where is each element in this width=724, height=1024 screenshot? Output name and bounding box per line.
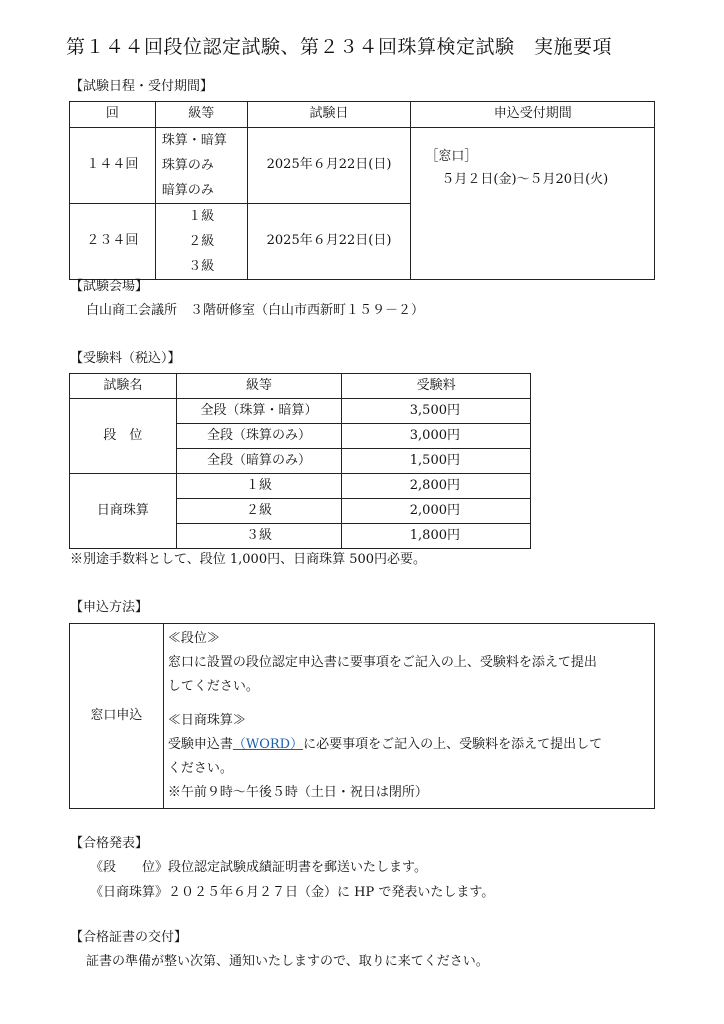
fees-header-exam: 試験名 <box>70 374 177 399</box>
fee-grade: １級 <box>176 474 342 499</box>
schedule-date: 2025年６月22日(日) <box>247 204 411 280</box>
application-heading: 【申込方法】 <box>70 600 149 615</box>
fees-table <box>69 373 531 549</box>
certificate-heading: 【合格証書の交付】 <box>70 930 188 945</box>
period-value: ５月２日(金)～５月20日(火) <box>441 171 609 187</box>
fee-amount: 1,500円 <box>342 449 531 474</box>
grade-line: 珠算・暗算 <box>161 133 227 148</box>
grade-line: 暗算のみ <box>161 183 214 198</box>
nissho-text-cont: ください。 <box>167 761 233 776</box>
certificate-text: 証書の準備が整い次第、通知いたしますので、取りに来てください。 <box>86 954 489 969</box>
fee-grade: 全段（珠算のみ） <box>176 424 342 449</box>
results-heading: 【合格発表】 <box>70 836 149 851</box>
fee-amount: 1,800円 <box>342 524 531 549</box>
grade-line: 珠算のみ <box>161 158 214 173</box>
nissho-text <box>168 733 654 757</box>
schedule-period <box>411 128 655 280</box>
grade-line: ２級 <box>188 234 215 249</box>
schedule-header-grade: 級等 <box>155 102 247 128</box>
schedule-header-period: 申込受付期間 <box>411 102 655 128</box>
venue-text: 白山商工会議所 ３階研修室（白山市西新町１５９－２） <box>86 303 425 318</box>
schedule-table <box>69 101 655 280</box>
application-table <box>69 623 655 809</box>
results-dan: 《段 位》段位認定試験成績証明書を郵送いたします。 <box>90 860 427 875</box>
fee-amount: 2,000円 <box>342 499 531 524</box>
dan-title: ≪段位≫ <box>167 631 220 646</box>
schedule-header-date: 試験日 <box>247 102 411 128</box>
dan-text-cont: してください。 <box>167 679 259 694</box>
nissho-title: ≪日商珠算≫ <box>167 713 246 728</box>
schedule-round: １４４回 <box>70 128 156 204</box>
fees-group-dan: 段 位 <box>70 399 177 474</box>
page-title: 第１４４回段位認定試験、第２３４回珠算検定試験 実施要項 <box>66 36 613 58</box>
fees-heading: 【受験料（税込）】 <box>70 351 181 366</box>
dan-text: 窓口に設置の段位認定申込書に要事項をご記入の上、受験料を添えて提出 <box>167 655 597 670</box>
schedule-grades <box>155 128 247 204</box>
fees-note: ※別途手数料として、段位 1,000円、日商珠算 500円必要。 <box>70 552 427 567</box>
schedule-heading: 【試験日程・受付期間】 <box>70 79 214 94</box>
table-row <box>70 128 655 204</box>
fees-header-grade: 級等 <box>176 374 342 399</box>
fees-group-nissho: 日商珠算 <box>70 474 177 549</box>
schedule-header-round: 回 <box>70 102 156 128</box>
schedule-grades <box>155 204 247 280</box>
application-method: 窓口申込 <box>70 624 164 809</box>
table-row <box>70 474 531 499</box>
word-download-link[interactable]: （WORD） <box>232 737 304 752</box>
schedule-round: ２３４回 <box>70 204 156 280</box>
office-hours: ※午前９時～午後５時（土日・祝日は閉所） <box>167 785 428 800</box>
table-row <box>70 399 531 424</box>
fees-header-fee: 受験料 <box>342 374 531 399</box>
application-details <box>163 624 654 809</box>
grade-line: １級 <box>188 209 215 224</box>
fee-grade: 全段（暗算のみ） <box>176 449 342 474</box>
venue-heading: 【試験会場】 <box>70 279 149 294</box>
grade-line: ３級 <box>188 259 215 274</box>
nissho-text-post: に必要事項をご記入の上、受験料を添えて提出して <box>303 737 603 752</box>
fee-amount: 3,500円 <box>342 399 531 424</box>
fee-amount: 2,800円 <box>342 474 531 499</box>
results-nissho: 《日商珠算》２０２５年６月２７日（金）に HP で発表いたします。 <box>90 885 495 900</box>
nissho-text-pre: 受験申込書 <box>167 737 233 752</box>
fee-grade: ３級 <box>176 524 342 549</box>
schedule-date: 2025年６月22日(日) <box>247 128 411 204</box>
fee-amount: 3,000円 <box>342 424 531 449</box>
period-label: ［窓口］ <box>425 149 478 164</box>
fee-grade: ２級 <box>176 499 342 524</box>
fee-grade: 全段（珠算・暗算） <box>176 399 342 424</box>
